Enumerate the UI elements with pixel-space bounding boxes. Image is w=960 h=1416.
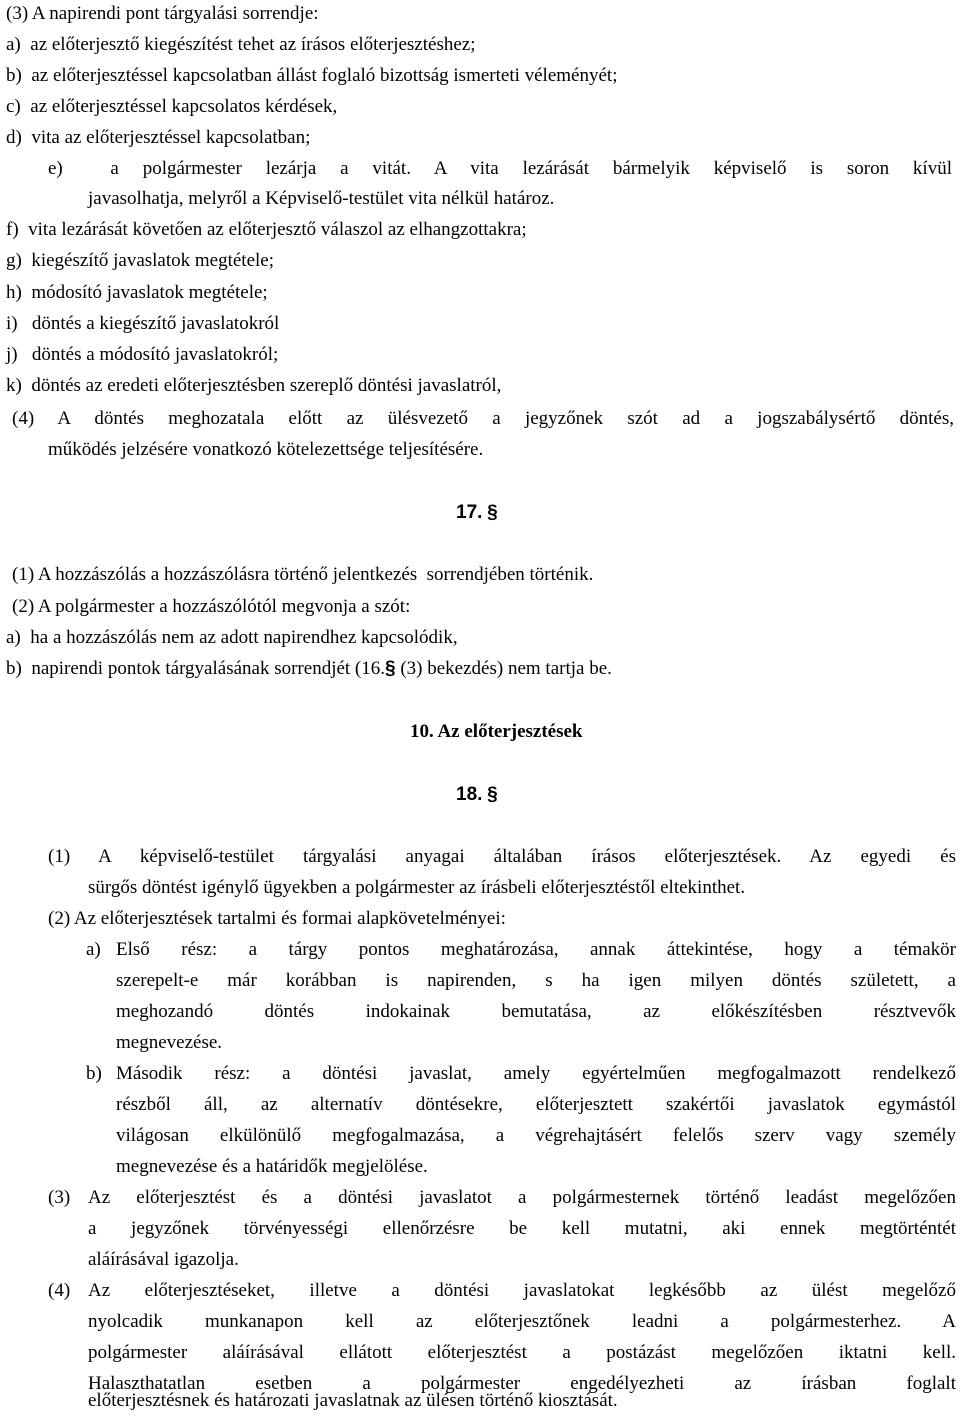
list-item-18-b-line2: részből áll, az alternatív döntésekre, előterjesztett szakértői javaslatok egymástól	[116, 1094, 956, 1115]
list-item-j: j) döntés a módosító javaslatokról;	[6, 344, 279, 365]
list-item-18-b-line4: megnevezése és a határidők megjelölése.	[116, 1156, 428, 1177]
paragraph-18-1-line1: (1) A képviselő-testület tárgyalási anyagai általában írásos előterjesztések. Az egyedi és	[48, 846, 956, 867]
paragraph-18-4-line4: Halaszthatatlan esetben a polgármester engedélyezheti az írásban foglalt	[88, 1373, 956, 1394]
list-item-17-a: a) ha a hozzászólás nem az adott napirendhez kapcsolódik,	[6, 627, 458, 648]
section-17-number: 17.	[456, 502, 483, 523]
paragraph-18-4-line5: előterjesztésnek és határozati javaslatnak az ülésen történő kiosztását.	[88, 1390, 618, 1411]
paragraph-18-3-line3: aláírásával igazolja.	[88, 1249, 239, 1270]
list-item-b: b) az előterjesztéssel kapcsolatban állást foglaló bizottság ismerteti véleményét;	[6, 65, 618, 86]
list-item-k: k) döntés az eredeti előterjesztésben szereplő döntési javaslatról,	[6, 375, 502, 396]
paragraph-18-4-line3: polgármester aláírásával ellátott előterjesztést a postázást megelőzően iktatni kell.	[88, 1342, 956, 1363]
paragraph-17-1: (1) A hozzászólás a hozzászólásra történő jelentkezés sorrendjében történik.	[12, 564, 594, 585]
list-item-18-a-line2: szerepelt-e már korábban is napirenden, s ha igen milyen döntés született, a	[116, 970, 956, 991]
paragraph-18-4-label: (4)	[48, 1280, 71, 1301]
list-item-17-b	[6, 656, 612, 682]
list-item-18-a-line1: Első rész: a tárgy pontos meghatározása, annak áttekintése, hogy a témakör	[116, 939, 956, 960]
section-18-number: 18.	[456, 784, 483, 805]
list-item-g: g) kiegészítő javaslatok megtétele;	[6, 250, 275, 271]
section-17-heading	[456, 500, 498, 526]
list-item-18-a-label: a)	[86, 939, 101, 960]
list-item-18-a-line3: meghozandó döntés indokainak bemutatása, az előkészítésben résztvevők	[116, 1001, 956, 1022]
list-item-a: a) az előterjesztő kiegészítést tehet az írásos előterjesztéshez;	[6, 34, 476, 55]
list-item-e-line1: e) a polgármester lezárja a vitát. A vita lezárását bármelyik képviselő is soron kívül	[48, 158, 952, 179]
paragraph-18-4-line1: Az előterjesztéseket, illetve a döntési javaslatokat legkésőbb az ülést megelőző	[88, 1280, 956, 1301]
paragraph-18-1-line2: sürgős döntést igénylő ügyekben a polgármester az írásbeli előterjesztéstől eltekinthet.	[88, 877, 746, 898]
list-item-e-line2: javasolhatja, melyről a Képviselő-testület vita nélkül határoz.	[88, 188, 555, 209]
list-item-18-b-line1: Második rész: a döntési javaslat, amely egyértelműen megfogalmazott rendelkező	[116, 1063, 956, 1084]
paragraph-16-4-line2: működés jelzésére vonatkozó kötelezettsége teljesítésére.	[48, 439, 484, 460]
paragraph-16-3-intro: (3) A napirendi pont tárgyalási sorrendje:	[6, 3, 319, 24]
list-item-h: h) módosító javaslatok megtétele;	[6, 282, 268, 303]
list-item-17-b-text-end: (3) bekezdés) nem tartja be.	[395, 658, 612, 679]
list-item-d: d) vita az előterjesztéssel kapcsolatban;	[6, 127, 311, 148]
paragraph-16-4-line1: (4) A döntés meghozatala előtt az ülésvezető a jegyzőnek szót ad a jogszabálysértő döntés,	[12, 408, 954, 429]
section-18-heading	[456, 782, 498, 808]
list-item-17-b-text: b) napirendi pontok tárgyalásának sorrendjét (16.	[6, 658, 386, 679]
list-item-18-a-line4: megnevezése.	[116, 1032, 223, 1053]
paragraph-17-2: (2) A polgármester a hozzászólótól megvonja a szót:	[12, 596, 411, 617]
paragraph-18-3-line1: Az előterjesztést és a döntési javaslatot a polgármesternek történő leadást megelőzően	[88, 1187, 956, 1208]
list-item-i: i) döntés a kiegészítő javaslatokról	[6, 313, 280, 334]
section-symbol: §	[487, 502, 498, 523]
list-item-18-b-label: b)	[86, 1063, 102, 1084]
paragraph-18-3-line2: a jegyzőnek törvényességi ellenőrzésre be kell mutatni, aki ennek megtörténtét	[88, 1218, 956, 1239]
chapter-10-title: 10. Az előterjesztések	[410, 721, 583, 742]
paragraph-18-3-label: (3)	[48, 1187, 71, 1208]
list-item-f: f) vita lezárását követően az előterjesztő válaszol az elhangzottakra;	[6, 219, 527, 240]
paragraph-18-2: (2) Az előterjesztések tartalmi és formai alapkövetelményei:	[48, 908, 506, 929]
section-symbol: §	[487, 784, 498, 805]
section-symbol: §	[385, 658, 396, 679]
list-item-c: c) az előterjesztéssel kapcsolatos kérdések,	[6, 96, 338, 117]
paragraph-18-4-line2: nyolcadik munkanapon kell az előterjesztőnek leadni a polgármesterhez. A	[88, 1311, 956, 1332]
list-item-18-b-line3: világosan elkülönülő megfogalmazása, a végrehajtásért felelős szerv vagy személy	[116, 1125, 956, 1146]
